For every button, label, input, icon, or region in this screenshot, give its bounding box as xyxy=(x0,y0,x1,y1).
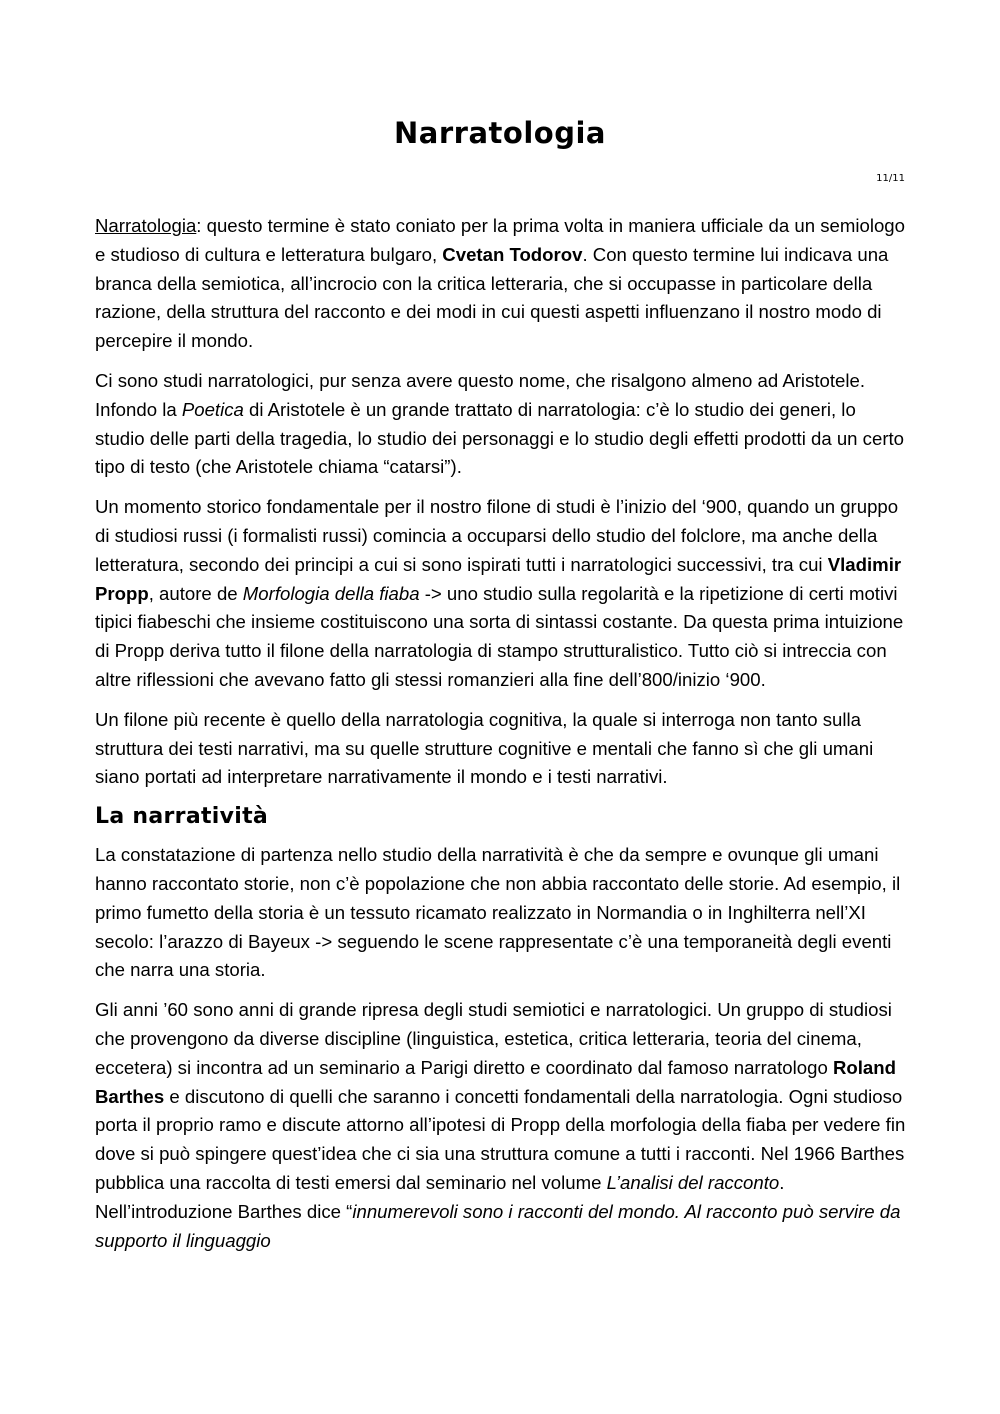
paragraph-text: Un momento storico fondamentale per il nostro filone di studi è l’inizio del ‘900, quando un gruppo di studiosi russi (i formalisti russi) comincia a occuparsi dello studio del folclore, ma anche della letteratura, secondo dei principi a cui si sono ispirati tutti i narratologici successivi, tra cui xyxy=(95,496,899,575)
paragraph-text: Ci sono studi narratologici, pur senza avere questo nome, che risalgono almeno ad Aristotele. Infondo la xyxy=(95,369,866,420)
work-analisi-racconto: L’analisi del racconto xyxy=(606,1171,780,1193)
document-title: Narratologia xyxy=(394,116,606,150)
paragraph-text: : questo termine è stato coniato per la prima volta in maniera ufficiale da un semiologo e studioso di cultura e letteratura bulgaro, xyxy=(95,215,905,265)
paragraph-text: e discutono di quelli che saranno i concetti fondamentali della narratologia. Ogni studioso porta il proprio ramo e discute attorno all’ipotesi di Propp della morfologia della fiaba per vedere fin dove si può spingere quest’idea che ci sia una struttura comune a tutti i racconti. Nel 1966 Barthes pubblica una raccolta di testi emersi dal seminario nel volume xyxy=(95,1085,906,1193)
work-poetica: Poetica xyxy=(181,398,244,420)
name-todorov: Cvetan Todorov xyxy=(442,243,583,265)
paragraph-text: . Nell’introduzione Barthes dice “ xyxy=(95,1171,785,1222)
paragraph-barthes xyxy=(95,996,907,1255)
paragraph-narratologia xyxy=(95,212,907,356)
term-narratologia: Narratologia xyxy=(95,215,197,236)
name-barthes: Roland Barthes xyxy=(95,1056,896,1107)
paragraph-text: , autore de xyxy=(148,582,243,604)
work-morfologia: Morfologia della fiaba xyxy=(242,582,420,604)
paragraph-text: -> uno studio sulla regolarità e la ripetizione di certi motivi tipici fiabeschi che insieme costituiscono una sorta di sintassi costante. Da questa prima intuizione di Propp deriva tutto il filone della narratologia di stampo strutturalistico. Tutto ciò si intreccia con altre riflessioni che avevano fatto gli stessi romanzieri alla fine dell’800/inizio ‘900. xyxy=(95,582,904,690)
paragraph-text: . Con questo termine lui indicava una branca della semiotica, all’incrocio con la critica letteraria, che si occupasse in particolare della razione, della struttura del racconto e dei modi in cui questi aspetti influenzano il nostro modo di percepire il mondo. xyxy=(95,243,889,352)
quote-barthes: innumerevoli sono i racconti del mondo. Al racconto può servire da supporto il linguaggio xyxy=(95,1200,901,1251)
paragraph-aristotele xyxy=(95,367,907,482)
paragraph-narrativita: La constatazione di partenza nello studio della narratività è che da sempre e ovunque gli umani hanno raccontato storie, non c’è popolazione che non abbia raccontato delle storie. Ad esempio, il primo fumetto della storia è un tessuto ricamato realizzato in Normandia o in Inghilterra nell’XI secolo: l’arazzo di Bayeux -> seguendo le scene rappresentate c’è una temporaneità degli eventi che narra una storia. xyxy=(95,844,901,981)
paragraph-text: Gli anni ’60 sono anni di grande ripresa degli studi semiotici e narratologici. Un gruppo di studiosi che provengono da diverse discipline (linguistica, estetica, critica letteraria, teoria del cinema, eccetera) si incontra ad un seminario a Parigi diretto e coordinato dal famoso narratologo xyxy=(95,999,892,1078)
paragraph-text: di Aristotele è un grande trattato di narratologia: c’è lo studio dei generi, lo studio delle parti della tragedia, lo studio dei personaggi e lo studio degli effetti prodotti da un certo tipo di testo (che Aristotele chiama “catarsi”). xyxy=(95,398,905,478)
paragraph-cognitiva: Un filone più recente è quello della narratologia cognitiva, la quale si interroga non tanto sulla struttura dei testi narrativi, ma su quelle strutture cognitive e mentali che fanno sì che gli umani siano portati ad interpretare narrativamente il mondo e i testi narrativi. xyxy=(95,708,874,788)
document-body xyxy=(95,212,907,1266)
name-propp: Vladimir Propp xyxy=(95,553,902,604)
page-number: 11/11 xyxy=(876,173,905,184)
paragraph-formalisti xyxy=(95,493,907,695)
section-heading: La narratività xyxy=(95,804,269,830)
